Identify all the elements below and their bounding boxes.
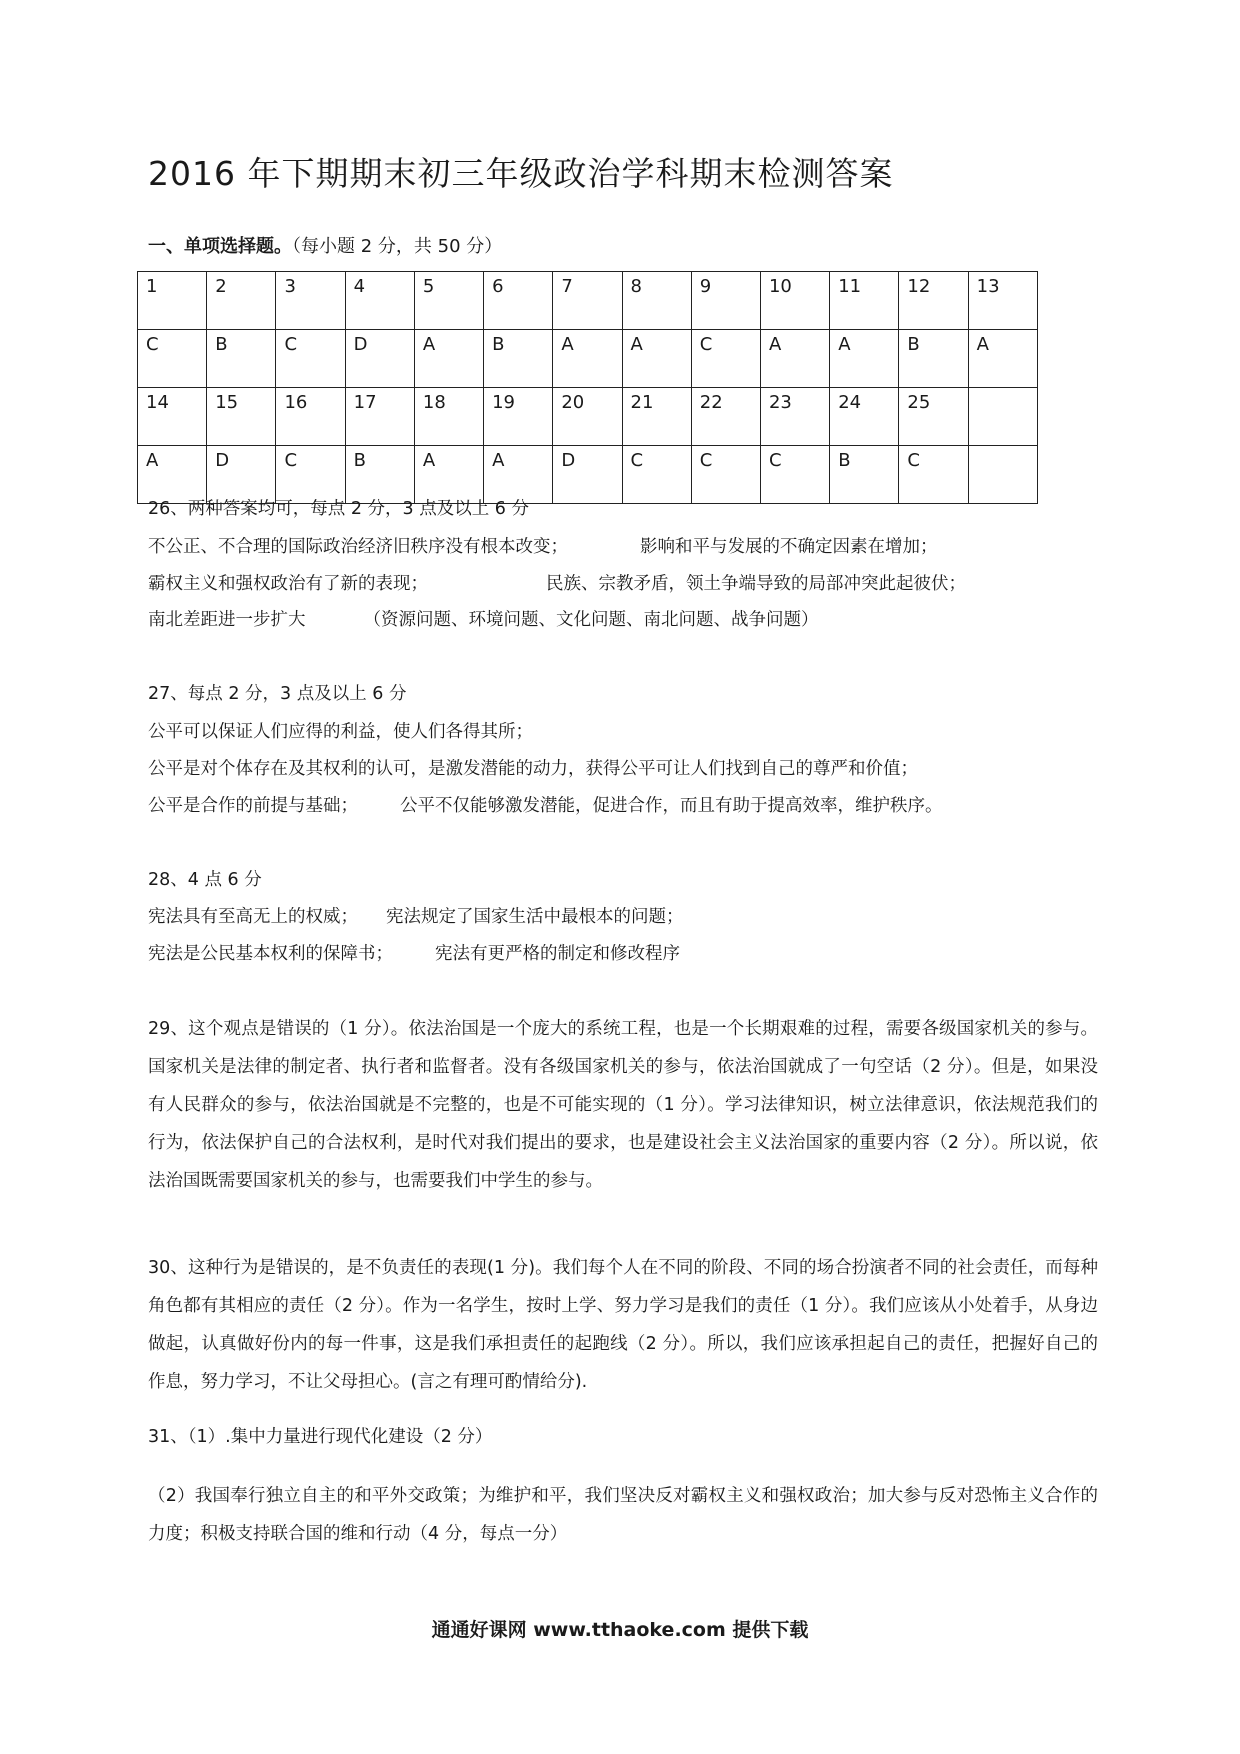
q27-line-3 [148,788,943,825]
q26-line-1b: 影响和平与发展的不确定因素在增加； [640,537,938,557]
q26-line-2b: 民族、宗教矛盾，领土争端导致的局部冲突此起彼伏； [546,574,966,594]
q26-head: 26、两种答案均可，每点 2 分，3 点及以上 6 分 [148,499,529,519]
table-cell: 11 [830,272,899,330]
section-heading [148,232,502,258]
table-cell: D [207,446,276,504]
page-title: 2016 年下期期末初三年级政治学科期末检测答案 [148,154,894,193]
table-cell: C [691,330,760,388]
table-cell: C [760,446,829,504]
q31-part-2: （2）我国奉行独立自主的和平外交政策；为维护和平，我们坚决反对霸权主义和强权政治；加大参与反对恐怖主义合作的力度；积极支持联合国的维和行动（4 分，每点一分） [148,1486,1098,1544]
q28-line-2b: 宪法有更严格的制定和修改程序 [435,944,680,964]
q26-line-1a: 不公正、不合理的国际政治经济旧秩序没有根本改变； [148,537,568,557]
table-cell: A [830,330,899,388]
table-cell: D [553,446,622,504]
q28-line-1 [148,899,684,936]
table-cell: 6 [484,272,553,330]
table-cell: 24 [830,388,899,446]
table-cell: D [345,330,414,388]
table-cell: A [760,330,829,388]
table-cell: A [484,446,553,504]
q28-head: 28、4 点 6 分 [148,870,262,890]
q28-line-2 [148,936,680,973]
q26-line-3 [148,602,819,639]
table-cell: 1 [138,272,207,330]
section-heading-label: 一、单项选择题。 [148,236,292,257]
table-cell: C [691,446,760,504]
q27-line-3a: 公平是合作的前提与基础； [148,796,358,816]
table-cell: C [899,446,968,504]
footer-credit: 通通好课网 www.tthaoke.com 提供下载 [431,1619,809,1641]
table-cell: A [414,446,483,504]
table-cell: B [899,330,968,388]
table-cell: B [345,446,414,504]
table-cell: 15 [207,388,276,446]
table-cell: 21 [622,388,691,446]
table-cell: A [414,330,483,388]
table-cell: 3 [276,272,345,330]
table-cell: 2 [207,272,276,330]
table-cell: 12 [899,272,968,330]
q28-line-1a: 宪法具有至高无上的权威； [148,907,358,927]
q26-line-2a: 霸权主义和强权政治有了新的表现； [148,574,428,594]
table-cell: A [138,446,207,504]
table-cell: 19 [484,388,553,446]
table-row [138,272,1038,330]
table-cell: 8 [622,272,691,330]
q27-line-2: 公平是对个体存在及其权利的认可，是激发潜能的动力，获得公平可让人们找到自己的尊严和价值； [148,759,918,779]
q28-line-2a: 宪法是公民基本权利的保障书； [148,944,393,964]
table-row [138,388,1038,446]
table-cell: A [968,330,1037,388]
table-cell: C [622,446,691,504]
q31-part-1: 31、（1）.集中力量进行现代化建设（2 分） [148,1427,493,1447]
table-cell: C [138,330,207,388]
table-cell: 4 [345,272,414,330]
q26-line-3b: （资源问题、环境问题、文化问题、南北问题、战争问题） [363,610,819,630]
q27-line-3b: 公平不仅能够激发潜能，促进合作，而且有助于提高效率，维护秩序。 [400,796,943,816]
table-cell: C [276,330,345,388]
table-cell [968,388,1037,446]
section-heading-note: （每小题 2 分，共 50 分） [292,236,503,257]
table-cell: 20 [553,388,622,446]
table-cell: C [276,446,345,504]
table-cell [968,446,1037,504]
table-cell: 13 [968,272,1037,330]
table-cell: A [622,330,691,388]
table-cell: 25 [899,388,968,446]
q26-line-3a: 南北差距进一步扩大 [148,610,306,630]
table-cell: 17 [345,388,414,446]
answer-table [137,271,1038,504]
q26-line-1 [148,529,938,566]
table-cell: 9 [691,272,760,330]
q27-line-1: 公平可以保证人们应得的利益，使人们各得其所； [148,722,533,742]
q30-paragraph: 30、这种行为是错误的，是不负责任的表现(1 分)。我们每个人在不同的阶段、不同的场合扮演者不同的社会责任，而每种角色都有其相应的责任（2 分）。作为一名学生，按时上学、努力学习是我们的责任（1 分）。我们应该从小处着手，从身边做起，认真做好份内的每一件事，这是我们承担责任的起跑线（2 分）。所以，我们应该承担起自己的责任，把握好自己的作息，努力学习，不让父母担心。(言之有理可酌情给分). [148,1258,1098,1392]
table-row [138,330,1038,388]
table-cell: 22 [691,388,760,446]
table-cell: B [484,330,553,388]
q29-paragraph: 29、这个观点是错误的（1 分）。依法治国是一个庞大的系统工程，也是一个长期艰难的过程，需要各级国家机关的参与。国家机关是法律的制定者、执行者和监督者。没有各级国家机关的参与，依法治国就成了一句空话（2 分）。但是，如果没有人民群众的参与，依法治国就是不完整的，也是不可能实现的（1 分）。学习法律知识，树立法律意识，依法规范我们的行为，依法保护自己的合法权利，是时代对我们提出的要求，也是建设社会主义法治国家的重要内容（2 分）。所以说，依法治国既需要国家机关的参与，也需要我们中学生的参与。 [148,1019,1098,1191]
table-cell: B [830,446,899,504]
table-cell: 16 [276,388,345,446]
table-cell: A [553,330,622,388]
table-cell: 7 [553,272,622,330]
table-cell: 10 [760,272,829,330]
table-cell: B [207,330,276,388]
table-cell: 5 [414,272,483,330]
table-cell: 23 [760,388,829,446]
table-cell: 18 [414,388,483,446]
q27-head: 27、每点 2 分，3 点及以上 6 分 [148,684,407,704]
table-cell: 14 [138,388,207,446]
q26-line-2 [148,566,966,603]
q28-line-1b: 宪法规定了国家生活中最根本的问题； [386,907,684,927]
